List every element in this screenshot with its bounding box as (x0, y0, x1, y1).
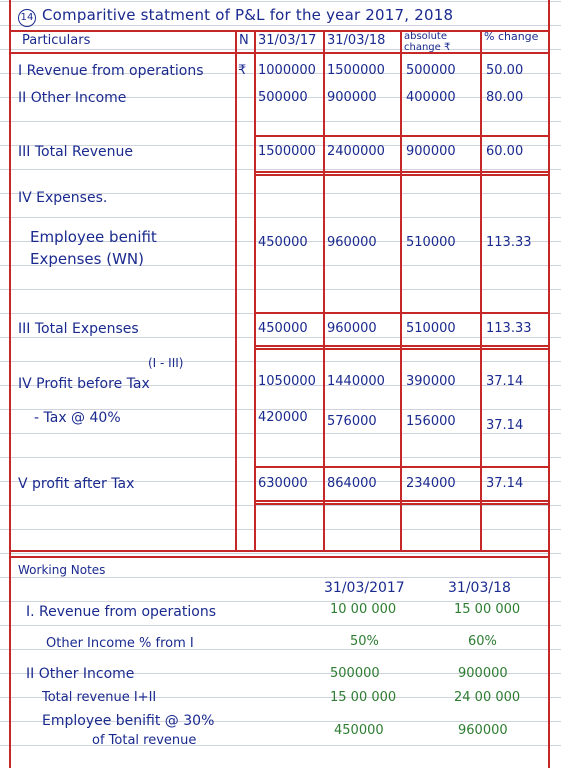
wn-row-other-pct-2017: 50% (350, 634, 379, 649)
row-total-expenses-2018: 960000 (327, 321, 377, 336)
row-total-revenue-2017: 1500000 (258, 144, 316, 159)
row-pbt-2017: 1050000 (258, 374, 316, 389)
wn-row-revenue-2018: 15 00 000 (454, 602, 521, 617)
wn-row-revenue-2017: 10 00 000 (330, 602, 397, 617)
row-total-expenses-label: III Total Expenses (18, 321, 139, 337)
table-bottom-rule (9, 550, 549, 552)
row-pat-abs: 234000 (406, 476, 456, 491)
row-pbt-pct: 37.14 (486, 374, 524, 389)
row-pat-2017: 630000 (258, 476, 308, 491)
row-pbt-note: (I - III) (148, 356, 184, 370)
col-rule-2017 (254, 30, 256, 550)
row-employee-benefit-2017: 450000 (258, 235, 308, 250)
row-revenue-prefix: ₹ (238, 63, 247, 78)
wn-col-2018: 31/03/18 (448, 580, 511, 596)
total-revenue-underline (254, 171, 548, 173)
page-title (18, 6, 453, 27)
header-note: N (239, 33, 249, 48)
row-pbt-label: IV Profit before Tax (18, 376, 150, 392)
row-pat-label: V profit after Tax (18, 476, 135, 492)
wn-row-employee-benefit-label: Employee benifit @ 30% (42, 713, 215, 729)
pat-double-underline (254, 503, 548, 505)
row-other-income-label: II Other Income (18, 90, 127, 106)
row-tax-abs: 156000 (406, 414, 456, 429)
wn-row-employee-benefit-2018: 960000 (458, 723, 508, 738)
row-total-expenses-pct: 113.33 (486, 321, 532, 336)
total-revenue-double-underline (254, 174, 548, 176)
row-revenue-2018: 1500000 (327, 63, 385, 78)
row-total-revenue-2018: 2400000 (327, 144, 385, 159)
row-tax-2017: 420000 (258, 410, 308, 425)
header-particulars: Particulars (22, 33, 91, 48)
wn-row-revenue-label: I. Revenue from operations (26, 604, 216, 620)
wn-col-2017: 31/03/2017 (324, 580, 405, 596)
header-2017: 31/03/17 (258, 33, 317, 48)
row-employee-benefit-abs: 510000 (406, 235, 456, 250)
total-expenses-topline (254, 312, 548, 314)
wn-row-total-revenue-label: Total revenue I+II (42, 690, 157, 705)
row-pbt-abs: 390000 (406, 374, 456, 389)
row-revenue-abs: 500000 (406, 63, 456, 78)
left-margin-line (9, 0, 11, 768)
wn-row-other-income-2018: 900000 (458, 666, 508, 681)
question-number-badge: 14 (18, 9, 36, 27)
wn-row-employee-benefit-label2: of Total revenue (92, 733, 197, 748)
header-abs-change: absolute change ₹ (404, 31, 451, 53)
wn-row-total-revenue-2017: 15 00 000 (330, 690, 397, 705)
right-margin-line (548, 0, 550, 768)
row-employee-benefit-label2: Expenses (WN) (30, 250, 144, 268)
title-text: Comparitive statment of P&L for the year 2017, 2018 (42, 6, 454, 24)
col-rule-pct (480, 30, 482, 550)
total-expenses-double-underline (254, 348, 548, 350)
wn-row-employee-benefit-2017: 450000 (334, 723, 384, 738)
row-other-income-pct: 80.00 (486, 90, 524, 105)
wn-row-other-income-label: II Other Income (26, 666, 135, 682)
row-pat-pct: 37.14 (486, 476, 524, 491)
total-revenue-topline (254, 135, 548, 137)
header-pct-change: % change (484, 30, 539, 43)
row-total-revenue-label: III Total Revenue (18, 144, 133, 160)
working-notes-top-rule (9, 556, 549, 558)
col-rule-2018 (323, 30, 325, 550)
pat-topline (254, 466, 548, 468)
wn-row-other-income-2017: 500000 (330, 666, 380, 681)
row-total-revenue-pct: 60.00 (486, 144, 524, 159)
row-tax-label: - Tax @ 40% (34, 410, 121, 426)
row-tax-pct: 37.14 (486, 418, 524, 433)
header-2018: 31/03/18 (327, 33, 386, 48)
row-employee-benefit-2018: 960000 (327, 235, 377, 250)
row-pbt-2018: 1440000 (327, 374, 385, 389)
wn-row-other-pct-2018: 60% (468, 634, 497, 649)
working-notes-heading: Working Notes (18, 563, 106, 577)
row-revenue-label: I Revenue from operations (18, 63, 204, 79)
row-total-revenue-abs: 900000 (406, 144, 456, 159)
row-revenue-pct: 50.00 (486, 63, 524, 78)
wn-row-other-pct-label: Other Income % from I (46, 636, 194, 651)
row-expenses-heading: IV Expenses. (18, 190, 108, 206)
row-other-income-abs: 400000 (406, 90, 456, 105)
row-other-income-2018: 900000 (327, 90, 377, 105)
col-rule-abs (400, 30, 402, 550)
row-other-income-2017: 500000 (258, 90, 308, 105)
row-total-expenses-abs: 510000 (406, 321, 456, 336)
row-employee-benefit-label: Employee benifit (30, 228, 157, 246)
pat-underline (254, 500, 548, 502)
total-expenses-underline (254, 345, 548, 347)
row-tax-2018: 576000 (327, 414, 377, 429)
row-total-expenses-2017: 450000 (258, 321, 308, 336)
row-revenue-2017: 1000000 (258, 63, 316, 78)
row-pat-2018: 864000 (327, 476, 377, 491)
wn-row-total-revenue-2018: 24 00 000 (454, 690, 521, 705)
row-employee-benefit-pct: 113.33 (486, 235, 532, 250)
col-rule-note (235, 30, 237, 550)
